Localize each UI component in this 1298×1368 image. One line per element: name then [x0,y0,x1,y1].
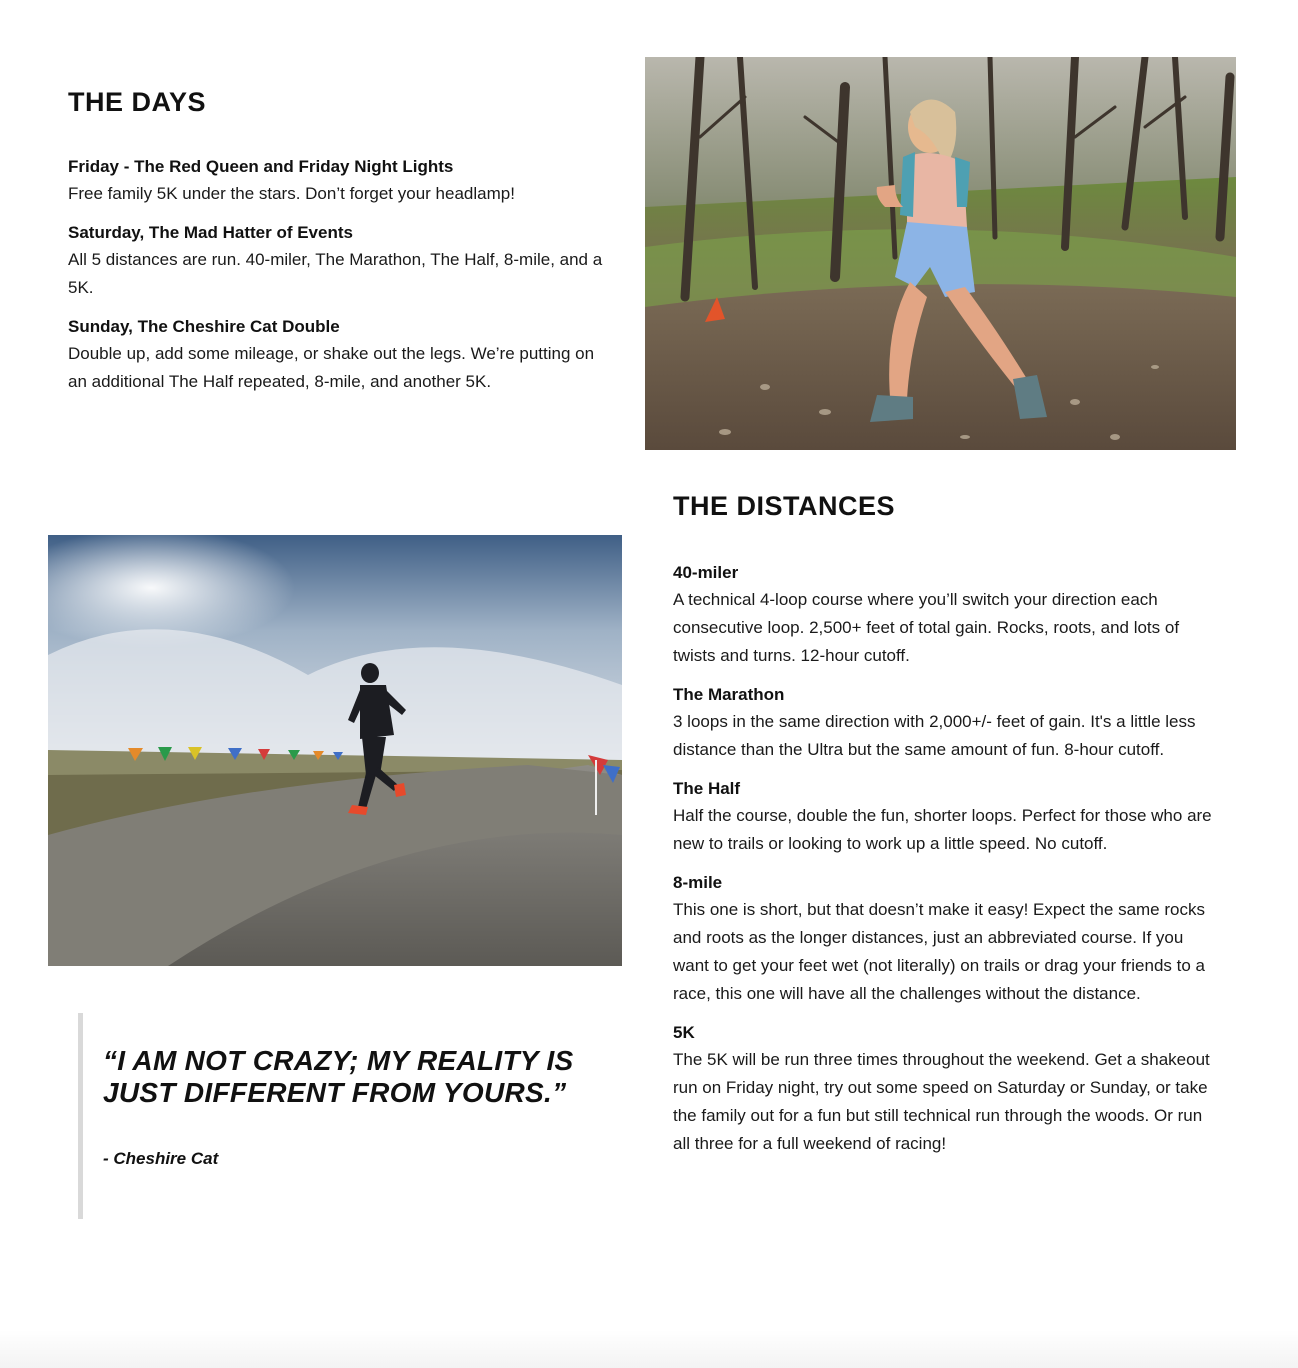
quote-author: - Cheshire Cat [103,1149,219,1168]
distances-heading: THE DISTANCES [673,491,896,521]
days-list [68,154,608,396]
distance-item-40-miler [673,560,1218,670]
distances-list [673,560,1218,1158]
day-item-sunday [68,314,608,396]
distance-description: The 5K will be run three times throughout the weekend. Get a shakeout run on Friday night, try out some speed on Saturday or Sunday, or take the family out for a fun but still technical run through the woods. Or run all three for a full weekend of racing! [673,1050,1210,1153]
distance-item-5k [673,1020,1218,1158]
distance-description: Half the course, double the fun, shorter loops. Perfect for those who are new to trails or looking to work up a little speed. No cutoff. [673,806,1212,853]
days-section [68,86,608,408]
forest-runner-photo [645,57,1236,450]
distance-title: The Half [673,779,741,798]
distance-item-marathon [673,682,1218,764]
day-item-saturday [68,220,608,302]
cheshire-cat-quote [78,1013,598,1219]
day-title: Saturday, The Mad Hatter of Events [68,223,353,242]
day-title: Friday - The Red Queen and Friday Night Lights [68,157,454,176]
forest-runner-image [645,57,1236,450]
distance-description: A technical 4-loop course where you’ll switch your direction each consecutive loop. 2,500+ feet of total gain. Rocks, roots, and lots of twists and turns. 12-hour cutoff. [673,590,1180,665]
day-description: Double up, add some mileage, or shake out the legs. We’re putting on an additional The Half repeated, 8-mile, and another 5K. [68,344,595,391]
distance-item-half [673,776,1218,858]
gravel-runner-image [48,535,622,966]
day-item-friday [68,154,608,208]
days-heading: THE DAYS [68,87,207,117]
distances-section [673,490,1218,1170]
distance-title: The Marathon [673,685,785,704]
distance-description: This one is short, but that doesn’t make it easy! Expect the same rocks and roots as the longer distances, just an abbreviated course. If you want to get your feet wet (not literally) on trails or drag your friends to a race, this one will have all the challenges without the distance. [673,900,1205,1003]
distance-item-8-mile [673,870,1218,1008]
gravel-runner-photo [48,535,622,966]
distance-title: 5K [673,1023,695,1042]
day-title: Sunday, The Cheshire Cat Double [68,317,340,336]
distance-title: 8-mile [673,873,723,892]
distance-description: 3 loops in the same direction with 2,000+/- feet of gain. It's a little less distance than the Ultra but the same amount of fun. 8-hour cutoff. [673,712,1196,759]
distance-title: 40-miler [673,563,739,582]
day-description: All 5 distances are run. 40-miler, The Marathon, The Half, 8-mile, and a 5K. [68,250,603,297]
day-description: Free family 5K under the stars. Don’t forget your headlamp! [68,184,515,203]
bottom-fade [0,1330,1298,1368]
quote-text: “I AM NOT CRAZY; MY REALITY IS JUST DIFFERENT FROM YOURS.” [103,1045,574,1108]
